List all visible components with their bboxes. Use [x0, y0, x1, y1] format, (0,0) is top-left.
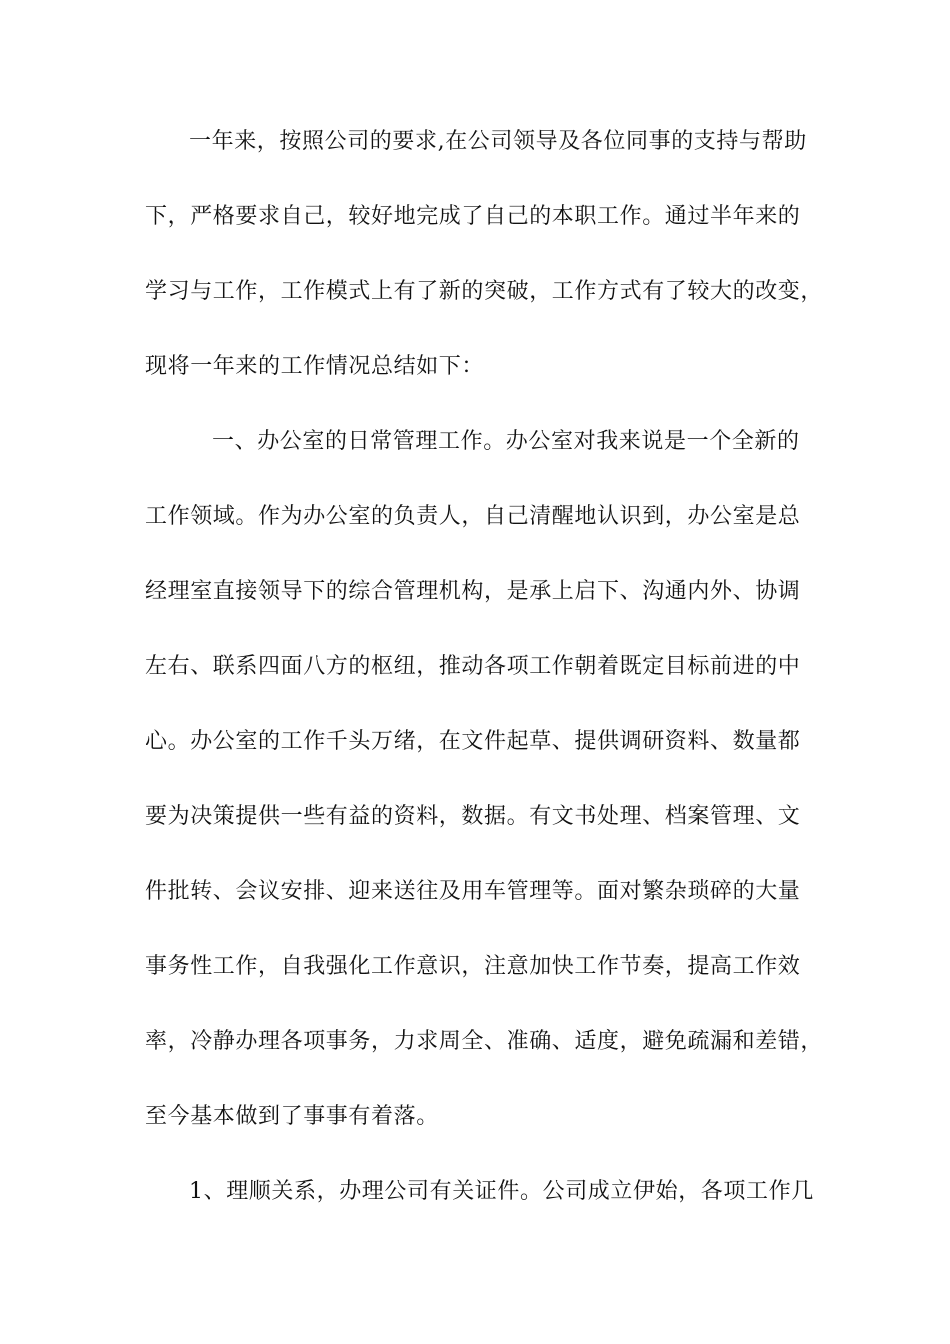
text-line-9: 心。办公室的工作千头万绪，在文件起草、提供调研资料、数量都 — [145, 729, 801, 754]
text-line-14: 至今基本做到了事事有着落。 — [145, 1104, 439, 1129]
text-line-11: 件批转、会议安排、迎来送往及用车管理等。面对繁杂琐碎的大量 — [145, 879, 801, 904]
text-line-3: 学习与工作，工作模式上有了新的突破，工作方式有了较大的改变， — [145, 279, 824, 304]
text-line-6: 工作领域。作为办公室的负责人，自己清醒地认识到，办公室是总 — [145, 504, 801, 529]
text-line-12: 事务性工作，自我强化工作意识，注意加快工作节奏，提高工作效 — [145, 954, 801, 979]
text-line-8: 左右、联系四面八方的枢纽，推动各项工作朝着既定目标前进的中 — [145, 654, 801, 679]
numbered-item-1: 1、理顺关系，办理公司有关证件。公司成立伊始，各项工作几 — [189, 1179, 814, 1204]
text-line-2: 下，严格要求自己，较好地完成了自己的本职工作。通过半年来的 — [145, 204, 801, 229]
text-line-10: 要为决策提供一些有益的资料，数据。有文书处理、档案管理、文 — [145, 804, 801, 829]
text-line-7: 经理室直接领导下的综合管理机构，是承上启下、沟通内外、协调 — [145, 579, 801, 604]
text-line-13: 率，冷静办理各项事务，力求周全、准确、适度，避免疏漏和差错， — [145, 1029, 824, 1054]
text-line-1: 一年来，按照公司的要求,在公司领导及各位同事的支持与帮助 — [189, 129, 807, 154]
text-line-4: 现将一年来的工作情况总结如下： — [145, 354, 485, 379]
section-heading-1: 一、办公室的日常管理工作。办公室对我来说是一个全新的 — [212, 429, 800, 454]
